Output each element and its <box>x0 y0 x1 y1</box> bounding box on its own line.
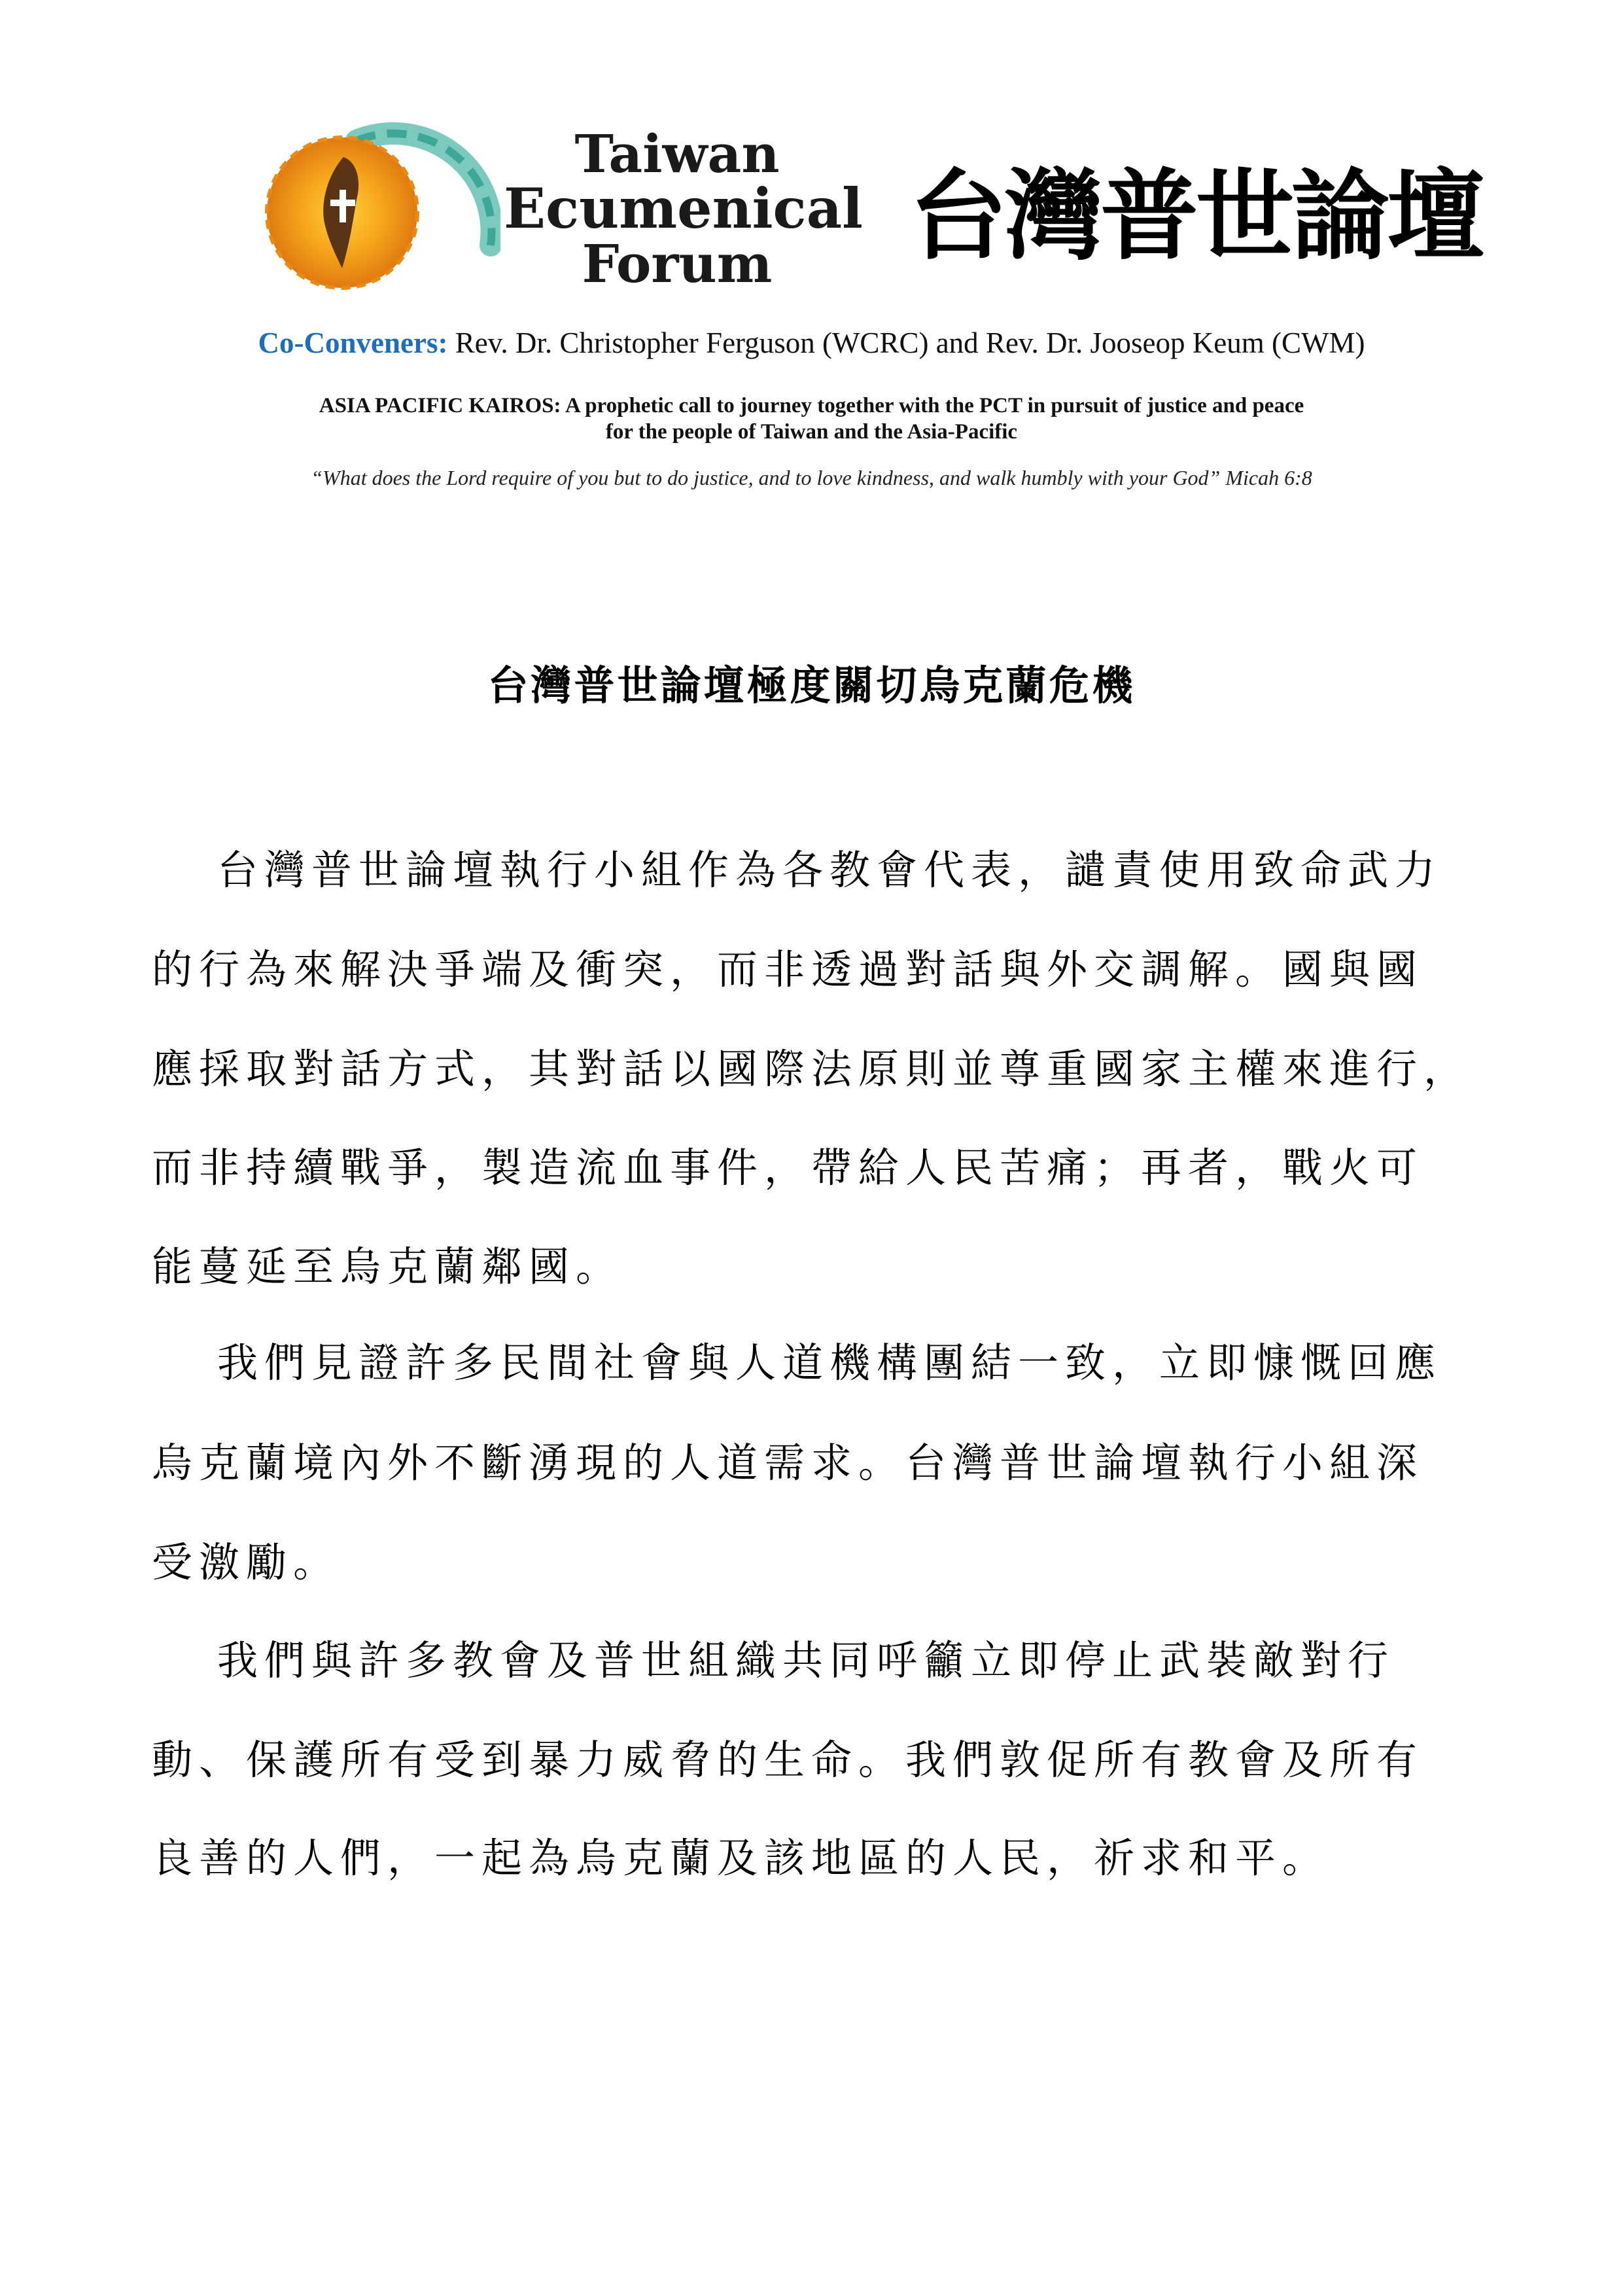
body-line: 動、保護所有受到暴力威脅的生命。我們敦促所有教會及所有 <box>152 1736 1424 1784</box>
body-line: 而非持續戰爭，製造流血事件，帶給人民苦痛；再者，戰火可 <box>152 1144 1424 1192</box>
co-conveners-names: Rev. Dr. Christopher Ferguson (WCRC) and Rev. Dr. Jooseop Keum (CWM) <box>447 327 1365 359</box>
logo-line-forum: Forum <box>582 233 773 294</box>
micah-quote: “What does the Lord require of you but to do justice, and to love kindness, and walk humbly with your God” Micah 6:8 <box>311 466 1312 489</box>
logo-english-text <box>504 123 864 294</box>
body-line: 受激勵。 <box>152 1538 341 1586</box>
kairos-line-2: for the people of Taiwan and the Asia-Pacific <box>605 420 1018 444</box>
logo-chinese-text: 台灣普世論壇 <box>909 158 1483 274</box>
kairos-line-1: ASIA PACIFIC KAIROS: A prophetic call to journey together with the PCT in pursuit of justice and peace <box>319 394 1304 417</box>
taiwan-ecumenical-forum-logo <box>258 121 1483 298</box>
body-line: 的行為來解決爭端及衝突，而非透過對話與外交調解。國與國 <box>152 945 1424 993</box>
body-line: 烏克蘭境內外不斷湧現的人道需求。台灣普世論壇執行小組深 <box>152 1439 1424 1487</box>
kairos-statement <box>0 393 1623 445</box>
body-line: 我們見證許多民間社會與人道機構團結一致，立即慷慨回應 <box>217 1339 1442 1386</box>
co-conveners-label: Co-Conveners: <box>258 327 448 359</box>
co-conveners-line <box>0 326 1623 360</box>
body-line: 台灣普世論壇執行小組作為各教會代表，譴責使用致命武力 <box>217 846 1442 894</box>
document-title: 台灣普世論壇極度關切烏克蘭危機 <box>487 662 1136 709</box>
sun-island-cross-icon <box>258 121 500 291</box>
logo-line-ecumenical: Ecumenical <box>504 176 864 241</box>
body-line: 良善的人們，一起為烏克蘭及該地區的人民，祈求和平。 <box>152 1834 1330 1882</box>
body-line: 能蔓延至烏克蘭鄰國。 <box>152 1243 623 1290</box>
body-line: 應採取對話方式，其對話以國際法原則並尊重國家主權來進行， <box>152 1045 1471 1093</box>
body-line: 我們與許多教會及普世組織共同呼籲立即停止武裝敵對行 <box>217 1636 1395 1684</box>
logo-line-taiwan: Taiwan <box>574 123 780 185</box>
